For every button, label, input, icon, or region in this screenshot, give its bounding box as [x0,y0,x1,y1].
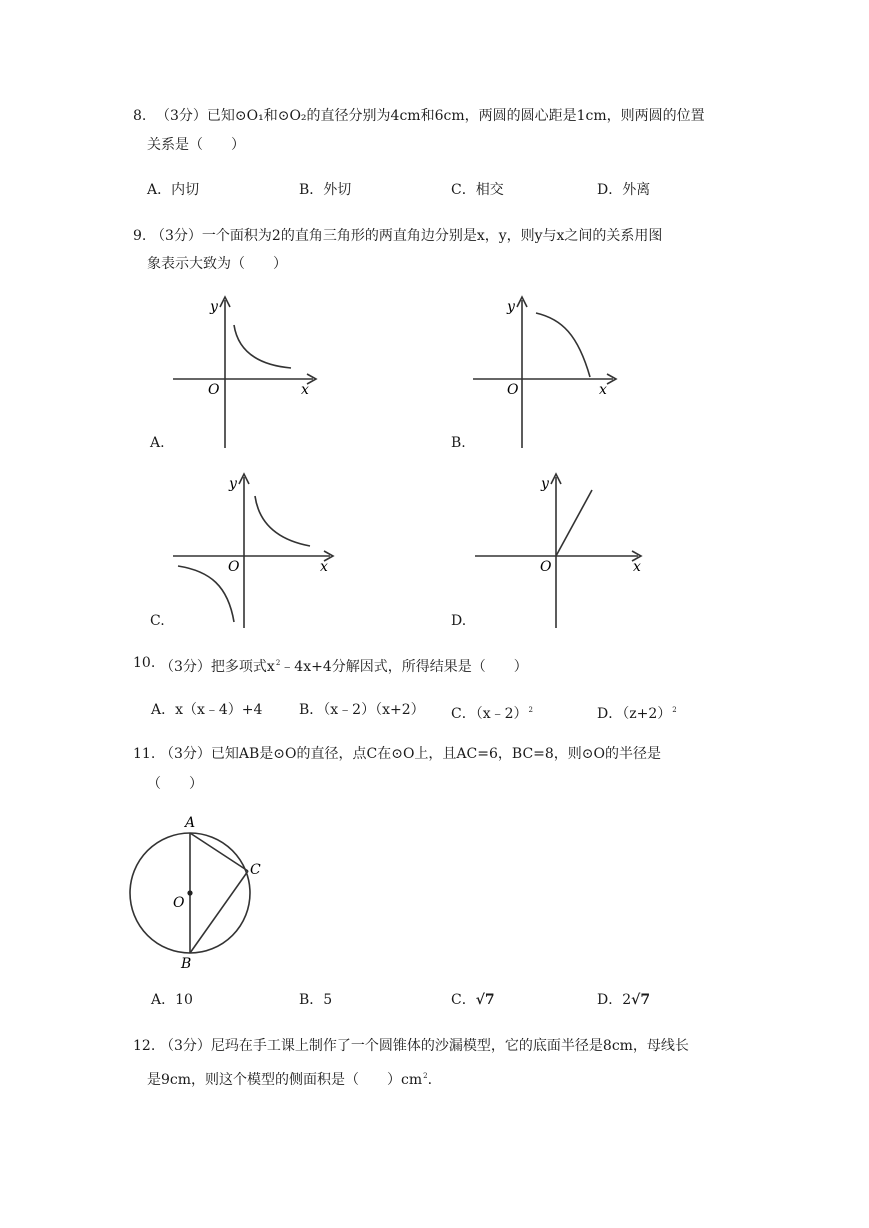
q11-label-b: B [181,956,192,972]
q11-number: 11. [133,746,156,762]
q9c-y-label: y [229,476,237,492]
q12-number: 12. [133,1038,156,1054]
q10-text: （3分）把多项式$x^2﹣4x+4$分解因式，所得结果是（ ） [160,659,528,675]
q11-label-c: C [250,862,261,878]
q9-graph-a [170,293,320,453]
q11-option-d: D．2√7 [597,992,651,1008]
q8-option-b: B．外切 [299,182,352,198]
q9-number: 9. [133,228,147,244]
q11-option-d-sqrt: √7 [631,992,651,1008]
q9-label-b: B. [451,435,466,451]
q8-text-line1: （3分）已知⊙O₁和⊙O₂的直径分别为4cm和6cm，两圆的圆心距是1cm，则两圆的位置 [156,108,705,124]
q8-option-a: A．内切 [147,182,200,198]
q11-option-a: A．10 [151,992,193,1008]
q10-option-b: B．（x﹣2）（x+2） [299,702,425,718]
q9b-x-label: x [599,382,607,398]
q11-option-c: C．√7 [451,992,495,1008]
q9a-x-label: x [301,382,309,398]
q9-label-c: C. [150,613,165,629]
q11-option-b: B．5 [299,992,333,1008]
q9-label-a: A. [150,435,165,451]
q11-text-line2: （ ） [147,776,203,792]
q9-text-line2: 象表示大致为（ ） [147,256,287,272]
q10-option-c: C．（x﹣2）$^2$ [451,706,533,722]
q10-option-a: A．x（x﹣4）+4 [151,702,263,718]
q12-text-line1: （3分）尼玛在手工课上制作了一个圆锥体的沙漏模型，它的底面半径是8cm，母线长 [160,1038,689,1054]
q9c-x-label: x [320,559,328,575]
q11-label-o: O [173,895,185,911]
q8-option-c: C．相交 [451,182,504,198]
q9-text-line1: （3分）一个面积为2的直角三角形的两直角边分别是x，y，则y与x之间的关系用图 [151,228,663,244]
q9b-y-label: y [507,299,515,315]
q9-graph-c [170,470,340,630]
q9c-origin-label: O [228,559,240,575]
q9-label-d: D. [451,613,467,629]
q11-label-a: A [185,815,196,831]
q9d-x-label: x [633,559,641,575]
q9a-origin-label: O [208,382,220,398]
q9-graph-d [470,470,650,630]
q11-text-line1: （3分）已知AB是⊙O的直径，点C在⊙O上，且AC=6，BC=8，则⊙O的半径是 [160,746,661,762]
q10-option-d: D．$(z+2)^2$ [597,706,677,722]
q11-option-c-sqrt: √7 [475,992,495,1008]
q8-option-d: D．外离 [597,182,651,198]
q9d-origin-label: O [540,559,552,575]
q8-text-line2: 关系是（ ） [147,137,245,153]
q10-number: 10. [133,655,156,671]
q11-circle-figure [125,812,275,970]
q8-number: 8. [133,108,147,124]
q9a-y-label: y [210,299,218,315]
q9b-origin-label: O [507,382,519,398]
q12-text-line2: 是9cm，则这个模型的侧面积是（ ）$cm^2$. [147,1072,433,1088]
q9d-y-label: y [541,476,549,492]
q9-graph-b [470,293,620,453]
